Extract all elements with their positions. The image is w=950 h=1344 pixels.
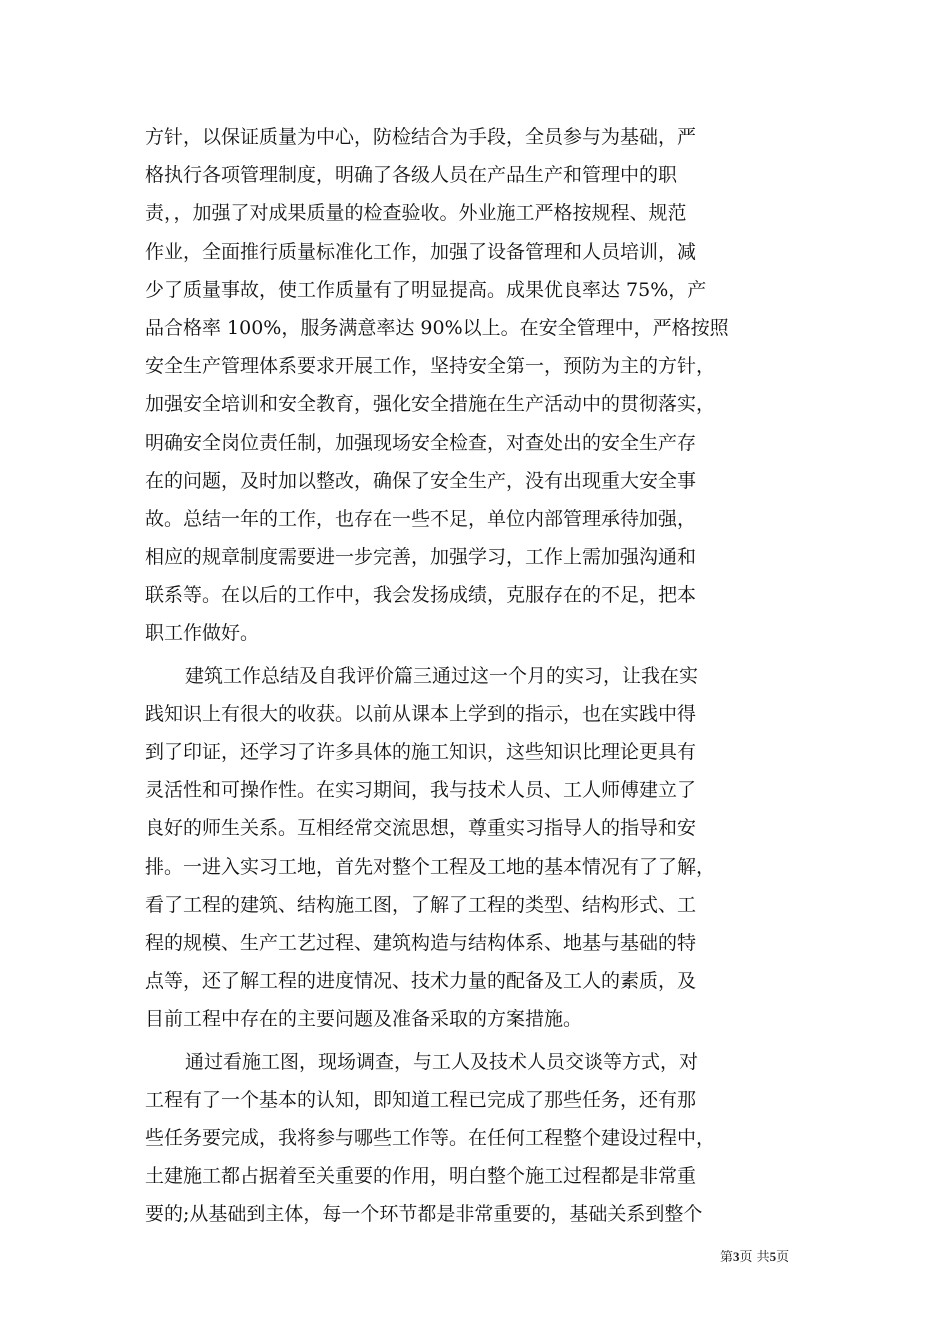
text-line: 土建施工都占据着至关重要的作用，明白整个施工过程都是非常重 <box>145 1165 697 1188</box>
text-line: 看了工程的建筑、结构施工图，了解了工程的类型、结构形式、工 <box>145 893 697 916</box>
text-line: 职工作做好。 <box>145 622 260 645</box>
text-line: 作业，全面推行质量标准化工作，加强了设备管理和人员培训，减 <box>145 240 697 263</box>
paragraph-2 <box>145 657 823 1039</box>
text-line: 加强安全培训和安全教育，强化安全措施在生产活动中的贯彻落实， <box>145 393 716 416</box>
text-line: 践知识上有很大的收获。以前从课本上学到的指示，也在实践中得 <box>145 702 697 725</box>
text-line: 目前工程中存在的主要问题及准备采取的方案措施。 <box>145 1008 583 1031</box>
total-page-number: 5 <box>769 1249 777 1264</box>
text-line: 良好的师生关系。互相经常交流思想，尊重实习指导人的指导和安 <box>145 817 697 840</box>
text-line: 方针，以保证质量为中心，防检结合为手段，全员参与为基础，严 <box>145 126 697 148</box>
text-line: 安全生产管理体系要求开展工作，坚持安全第一，预防为主的方针， <box>145 355 716 378</box>
text-line: 排。一进入实习工地，首先对整个工程及工地的基本情况有了了解， <box>145 855 716 878</box>
text-line: 在的问题，及时加以整改，确保了安全生产，没有出现重大安全事 <box>145 469 697 492</box>
text-line: 联系等。在以后的工作中，我会发扬成绩，克服存在的不足，把本 <box>145 584 697 607</box>
text-line: 少了质量事故，使工作质量有了明显提高。成果优良率达 75%，产 <box>145 278 707 301</box>
text-line: 格执行各项管理制度，明确了各级人员在产品生产和管理中的职 <box>145 164 678 187</box>
text-line: 故。总结一年的工作，也存在一些不足，单位内部管理承待加强， <box>145 507 697 530</box>
text-line: 建筑工作总结及自我评价篇三通过这一个月的实习，让我在实 <box>185 664 699 687</box>
text-line: 要的;从基础到主体，每一个环节都是非常重要的，基础关系到整个 <box>145 1203 703 1226</box>
text-line: 明确安全岗位责任制，加强现场安全检查，对查处出的安全生产存 <box>145 431 697 454</box>
text-line: 到了印证，还学习了许多具体的施工知识，这些知识比理论更具有 <box>145 741 697 763</box>
text-line: 些任务要完成，我将参与哪些工作等。在任何工程整个建设过程中， <box>145 1126 716 1149</box>
text-line: 程的规模、生产工艺过程、建筑构造与结构体系、地基与基础的特 <box>145 931 697 954</box>
document-body <box>145 118 823 1233</box>
page-number-footer <box>720 1246 789 1265</box>
footer-prefix: 第 <box>720 1250 734 1265</box>
text-line: 品合格率 100%，服务满意率达 90%以上。在安全管理中，严格按照 <box>145 316 729 339</box>
footer-middle: 页 共 <box>739 1250 770 1265</box>
paragraph-1 <box>145 118 823 653</box>
text-line: 点等，还了解工程的进度情况、技术力量的配备及工人的素质，及 <box>145 970 697 993</box>
text-line: 责，，加强了对成果质量的检查验收。外业施工严格按规程、规范 <box>145 202 687 225</box>
paragraph-3 <box>145 1043 823 1234</box>
text-line: 相应的规章制度需要进一步完善，加强学习，工作上需加强沟通和 <box>145 546 697 569</box>
text-line: 工程有了一个基本的认知，即知道工程已完成了那些任务，还有那 <box>145 1088 697 1111</box>
text-line: 通过看施工图，现场调查，与工人及技术人员交谈等方式，对 <box>185 1050 699 1073</box>
footer-suffix: 页 <box>776 1250 790 1265</box>
current-page-number: 3 <box>733 1249 740 1264</box>
text-line: 灵活性和可操作性。在实习期间，我与技术人员、工人师傅建立了 <box>145 779 697 802</box>
